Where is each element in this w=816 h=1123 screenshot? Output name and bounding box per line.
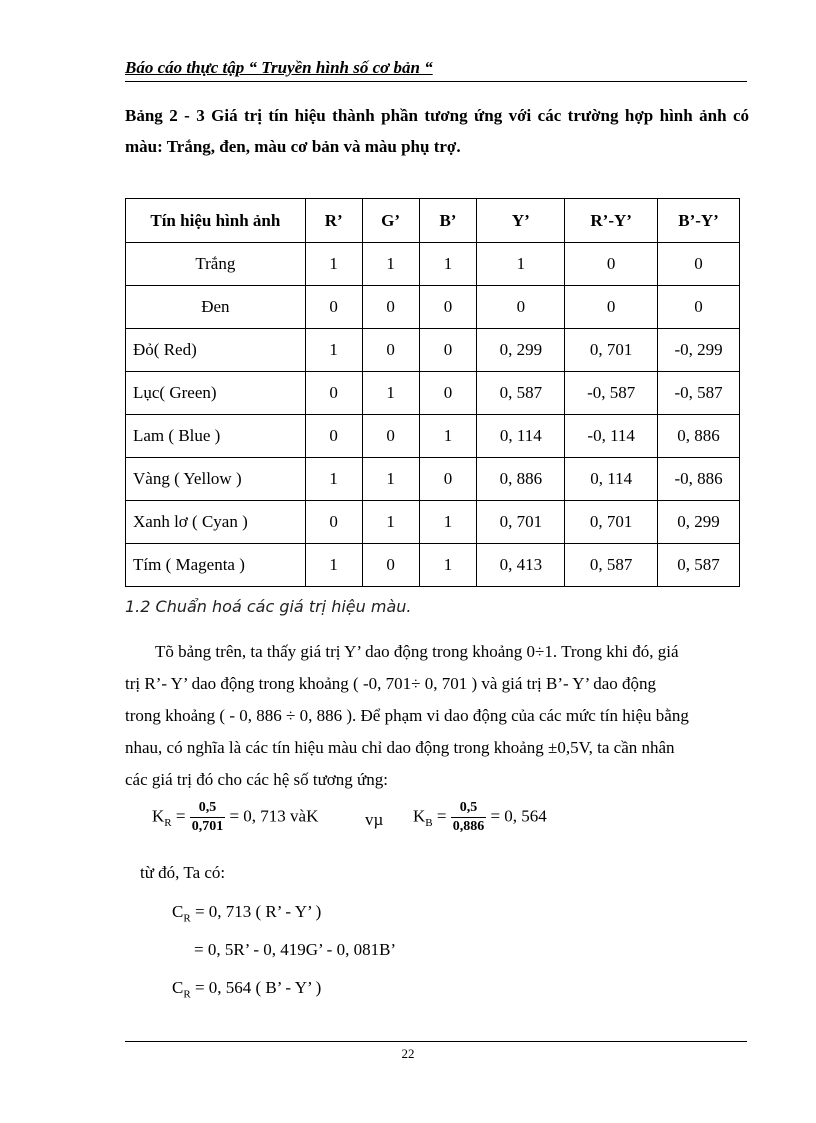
cr-formula-1 [172,902,321,924]
table-cell: 1 [305,458,362,501]
table-row [126,501,740,544]
table-cell: 0 [419,286,477,329]
table-row [126,372,740,415]
table-cell: 1 [419,243,477,286]
paragraph-line: Tõ bảng trên, ta thấy giá trị Y’ dao động trong khoảng 0÷1. Trong khi đó, giá [155,642,679,661]
table-cell: 0, 114 [565,458,658,501]
table-cell: -0, 886 [658,458,740,501]
table-cell: 1 [419,544,477,587]
header-rule [125,81,747,82]
table-row [126,415,740,458]
kr-numerator: 0,5 [198,800,217,815]
table-cell: 1 [477,243,565,286]
cr-subscript: R [183,912,191,925]
color-signal-table [125,198,740,587]
body-paragraph [125,636,747,796]
paragraph-line: các giá trị đó cho các hệ số tương ứng: [125,770,388,789]
table-cell: 0 [305,415,362,458]
kb-equals: = [436,806,447,826]
column-header: R’-Y’ [565,199,658,243]
table-cell: 0, 299 [658,501,740,544]
column-header: B’ [419,199,477,243]
paragraph-line: trong khoảng ( - 0, 886 ÷ 0, 886 ). Để phạm vi dao động của các mức tín hiệu bằng [125,706,689,725]
kr-symbol: K [152,806,165,826]
table-cell: 0 [658,243,740,286]
table-cell: -0, 587 [658,372,740,415]
column-header: Tín hiệu hình ảnh [126,199,306,243]
kb-symbol: K [413,806,426,826]
kr-formula [152,800,318,835]
kr-result: = 0, 713 vàK [229,806,319,826]
kb-formula [413,800,547,835]
table-cell: 0 [419,458,477,501]
table-cell: 0, 413 [477,544,565,587]
column-header: G’ [362,199,419,243]
kr-subscript: R [164,816,172,829]
table-row [126,458,740,501]
row-label: Đỏ( Red) [126,329,306,372]
table-cell: 0, 587 [565,544,658,587]
table-cell: 1 [305,329,362,372]
table-cell: 0, 587 [477,372,565,415]
table-cell: 1 [419,501,477,544]
cr-symbol: C [172,978,184,997]
table-cell: 0 [305,372,362,415]
cr-formula-2 [172,978,321,1000]
table-row [126,286,740,329]
row-label: Trắng [126,243,306,286]
cr-expression: = 0, 713 ( R’ - Y’ ) [194,902,322,921]
table-cell: 1 [362,372,419,415]
table-caption: Bảng 2 - 3 Giá trị tín hiệu thành phần tương ứng với các trường hợp hình ảnh có màu: Trắng, đen, màu cơ bản và màu phụ trợ. [125,106,749,156]
table-cell: 0, 587 [658,544,740,587]
table-cell: 0 [362,415,419,458]
table-cell: 1 [362,458,419,501]
table-cell: 0, 886 [477,458,565,501]
table-cell: 0 [565,243,658,286]
cr-expression: = 0, 564 ( B’ - Y’ ) [194,978,322,997]
table-row [126,329,740,372]
table-row [126,544,740,587]
kb-fraction [451,800,487,835]
kr-denominator: 0,701 [191,819,224,834]
table-cell: 0, 701 [565,329,658,372]
cr-expansion: = 0, 5R’ - 0, 419G’ - 0, 081B’ [194,940,397,959]
table-cell: -0, 587 [565,372,658,415]
running-header: Báo cáo thực tập “ Truyền hình số cơ bản “ [125,58,433,77]
kb-result: = 0, 564 [490,806,547,826]
kr-equals: = [175,806,186,826]
table-cell: -0, 299 [658,329,740,372]
row-label: Lục( Green) [126,372,306,415]
row-label: Lam ( Blue ) [126,415,306,458]
column-header: B’-Y’ [658,199,740,243]
table-cell: 1 [419,415,477,458]
row-label: Tím ( Magenta ) [126,544,306,587]
table-cell: 0 [305,286,362,329]
table-cell: 0 [477,286,565,329]
table-row [126,243,740,286]
table-cell: 1 [305,544,362,587]
table-cell: 1 [362,501,419,544]
paragraph-line: nhau, có nghĩa là các tín hiệu màu chỉ dao động trong khoảng ±0,5V, ta cần nhân [125,738,675,757]
row-label: Vàng ( Yellow ) [126,458,306,501]
table-cell: 0, 701 [477,501,565,544]
intro-line: từ đó, Ta có: [140,863,226,882]
table-cell: 0, 886 [658,415,740,458]
table-cell: 0, 114 [477,415,565,458]
kr-fraction [190,800,226,835]
table-cell: 1 [305,243,362,286]
table-cell: 0 [362,286,419,329]
table-cell: 0 [305,501,362,544]
table-header-row [126,199,740,243]
footer-rule [125,1041,747,1042]
conjunction-text: vµ [365,810,384,829]
column-header: Y’ [477,199,565,243]
table-cell: 0, 299 [477,329,565,372]
table-cell: 1 [362,243,419,286]
column-header: R’ [305,199,362,243]
table-cell: 0 [362,329,419,372]
paragraph-line: trị R’- Y’ dao động trong khoảng ( -0, 701÷ 0, 701 ) và giá trị B’- Y’ dao động [125,674,657,693]
row-label: Xanh lơ ( Cyan ) [126,501,306,544]
section-heading: 1.2 Chuẩn hoá các giá trị hiệu màu. [125,597,412,616]
table-cell: 0 [419,329,477,372]
table-cell: 0 [362,544,419,587]
kb-numerator: 0,5 [459,800,478,815]
table-cell: 0 [658,286,740,329]
cr-symbol: C [172,902,184,921]
table-cell: 0, 701 [565,501,658,544]
table-cell: 0 [565,286,658,329]
page-number: 22 [401,1046,415,1061]
kb-subscript: B [425,816,433,829]
row-label: Đen [126,286,306,329]
kb-denominator: 0,886 [452,819,485,834]
table-cell: -0, 114 [565,415,658,458]
cr-subscript: R [183,988,191,1001]
table-cell: 0 [419,372,477,415]
